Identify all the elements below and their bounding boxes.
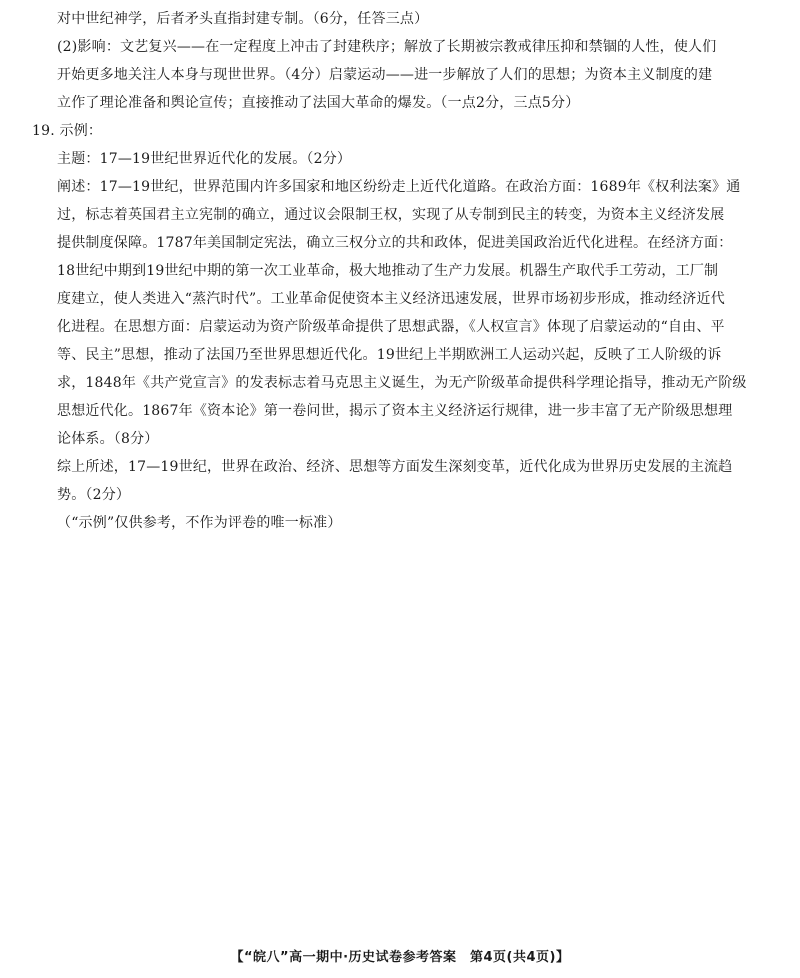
q19-body-line: 阐述：17—19世纪，世界范围内许多国家和地区纷纷走上近代化道路。在政治方面：1689年《权利法案》通 — [57, 179, 741, 195]
q19-heading: 19. 示例： — [32, 123, 103, 139]
q18-continued-line: 对中世纪神学，后者矛头直指封建专制。（6分，任答三点） — [57, 11, 429, 27]
q19-body-line: 思想近代化。1867年《资本论》第一卷问世，揭示了资本主义经济运行规律，进一步丰富了无产阶级思想理 — [57, 403, 733, 419]
q19-body-line: 求，1848年《共产党宣言》的发表标志着马克思主义诞生，为无产阶级革命提供科学理论指导，推动无产阶级 — [57, 375, 747, 391]
q19-body-line: 度建立，使人类进入“蒸汽时代”。工业革命促使资本主义经济迅速发展，世界市场初步形成，推动经济近代 — [57, 291, 725, 307]
q19-body-line: 过，标志着英国君主立宪制的确立，通过议会限制王权，实现了从专制到民主的转变，为资本主义经济发展 — [57, 207, 725, 223]
q18-part2-line: 立作了理论准备和舆论宣传；直接推动了法国大革命的爆发。（一点2分，三点5分） — [57, 95, 580, 111]
q19-body-line: 提供制度保障。1787年美国制定宪法，确立三权分立的共和政体，促进美国政治近代化进程。在经济方面： — [57, 235, 733, 251]
page-footer: 【“皖八”高一期中·历史试卷参考答案 第4页(共4页)】 — [230, 950, 570, 965]
q19-theme: 主题：17—19世纪世界近代化的发展。（2分） — [57, 151, 352, 167]
q19-body-line: 18世纪中期到19世纪中期的第一次工业革命，极大地推动了生产力发展。机器生产取代手工劳动，工厂制 — [57, 263, 719, 279]
q18-part2-line: 开始更多地关注人本身与现世世界。（4分）启蒙运动——进一步解放了人们的思想；为资本主义制度的建 — [57, 67, 713, 83]
q19-summary-line: 综上所述，17—19世纪，世界在政治、经济、思想等方面发生深刻变革，近代化成为世界历史发展的主流趋 — [57, 459, 733, 475]
q19-body-line: 等、民主”思想，推动了法国乃至世界思想近代化。19世纪上半期欧洲工人运动兴起，反映了工人阶级的诉 — [57, 347, 722, 363]
q19-note: （“示例”仅供参考，不作为评卷的唯一标准） — [57, 515, 342, 531]
q19-summary-line: 势。（2分） — [57, 487, 131, 503]
q18-part2-line: (2)影响：文艺复兴——在一定程度上冲击了封建秩序；解放了长期被宗教戒律压抑和禁锢的人性，使人们 — [57, 39, 717, 55]
q19-body-line: 论体系。（8分） — [57, 431, 159, 447]
q19-body-line: 化进程。在思想方面：启蒙运动为资产阶级革命提供了思想武器，《人权宣言》体现了启蒙运动的“自由、平 — [57, 319, 725, 335]
